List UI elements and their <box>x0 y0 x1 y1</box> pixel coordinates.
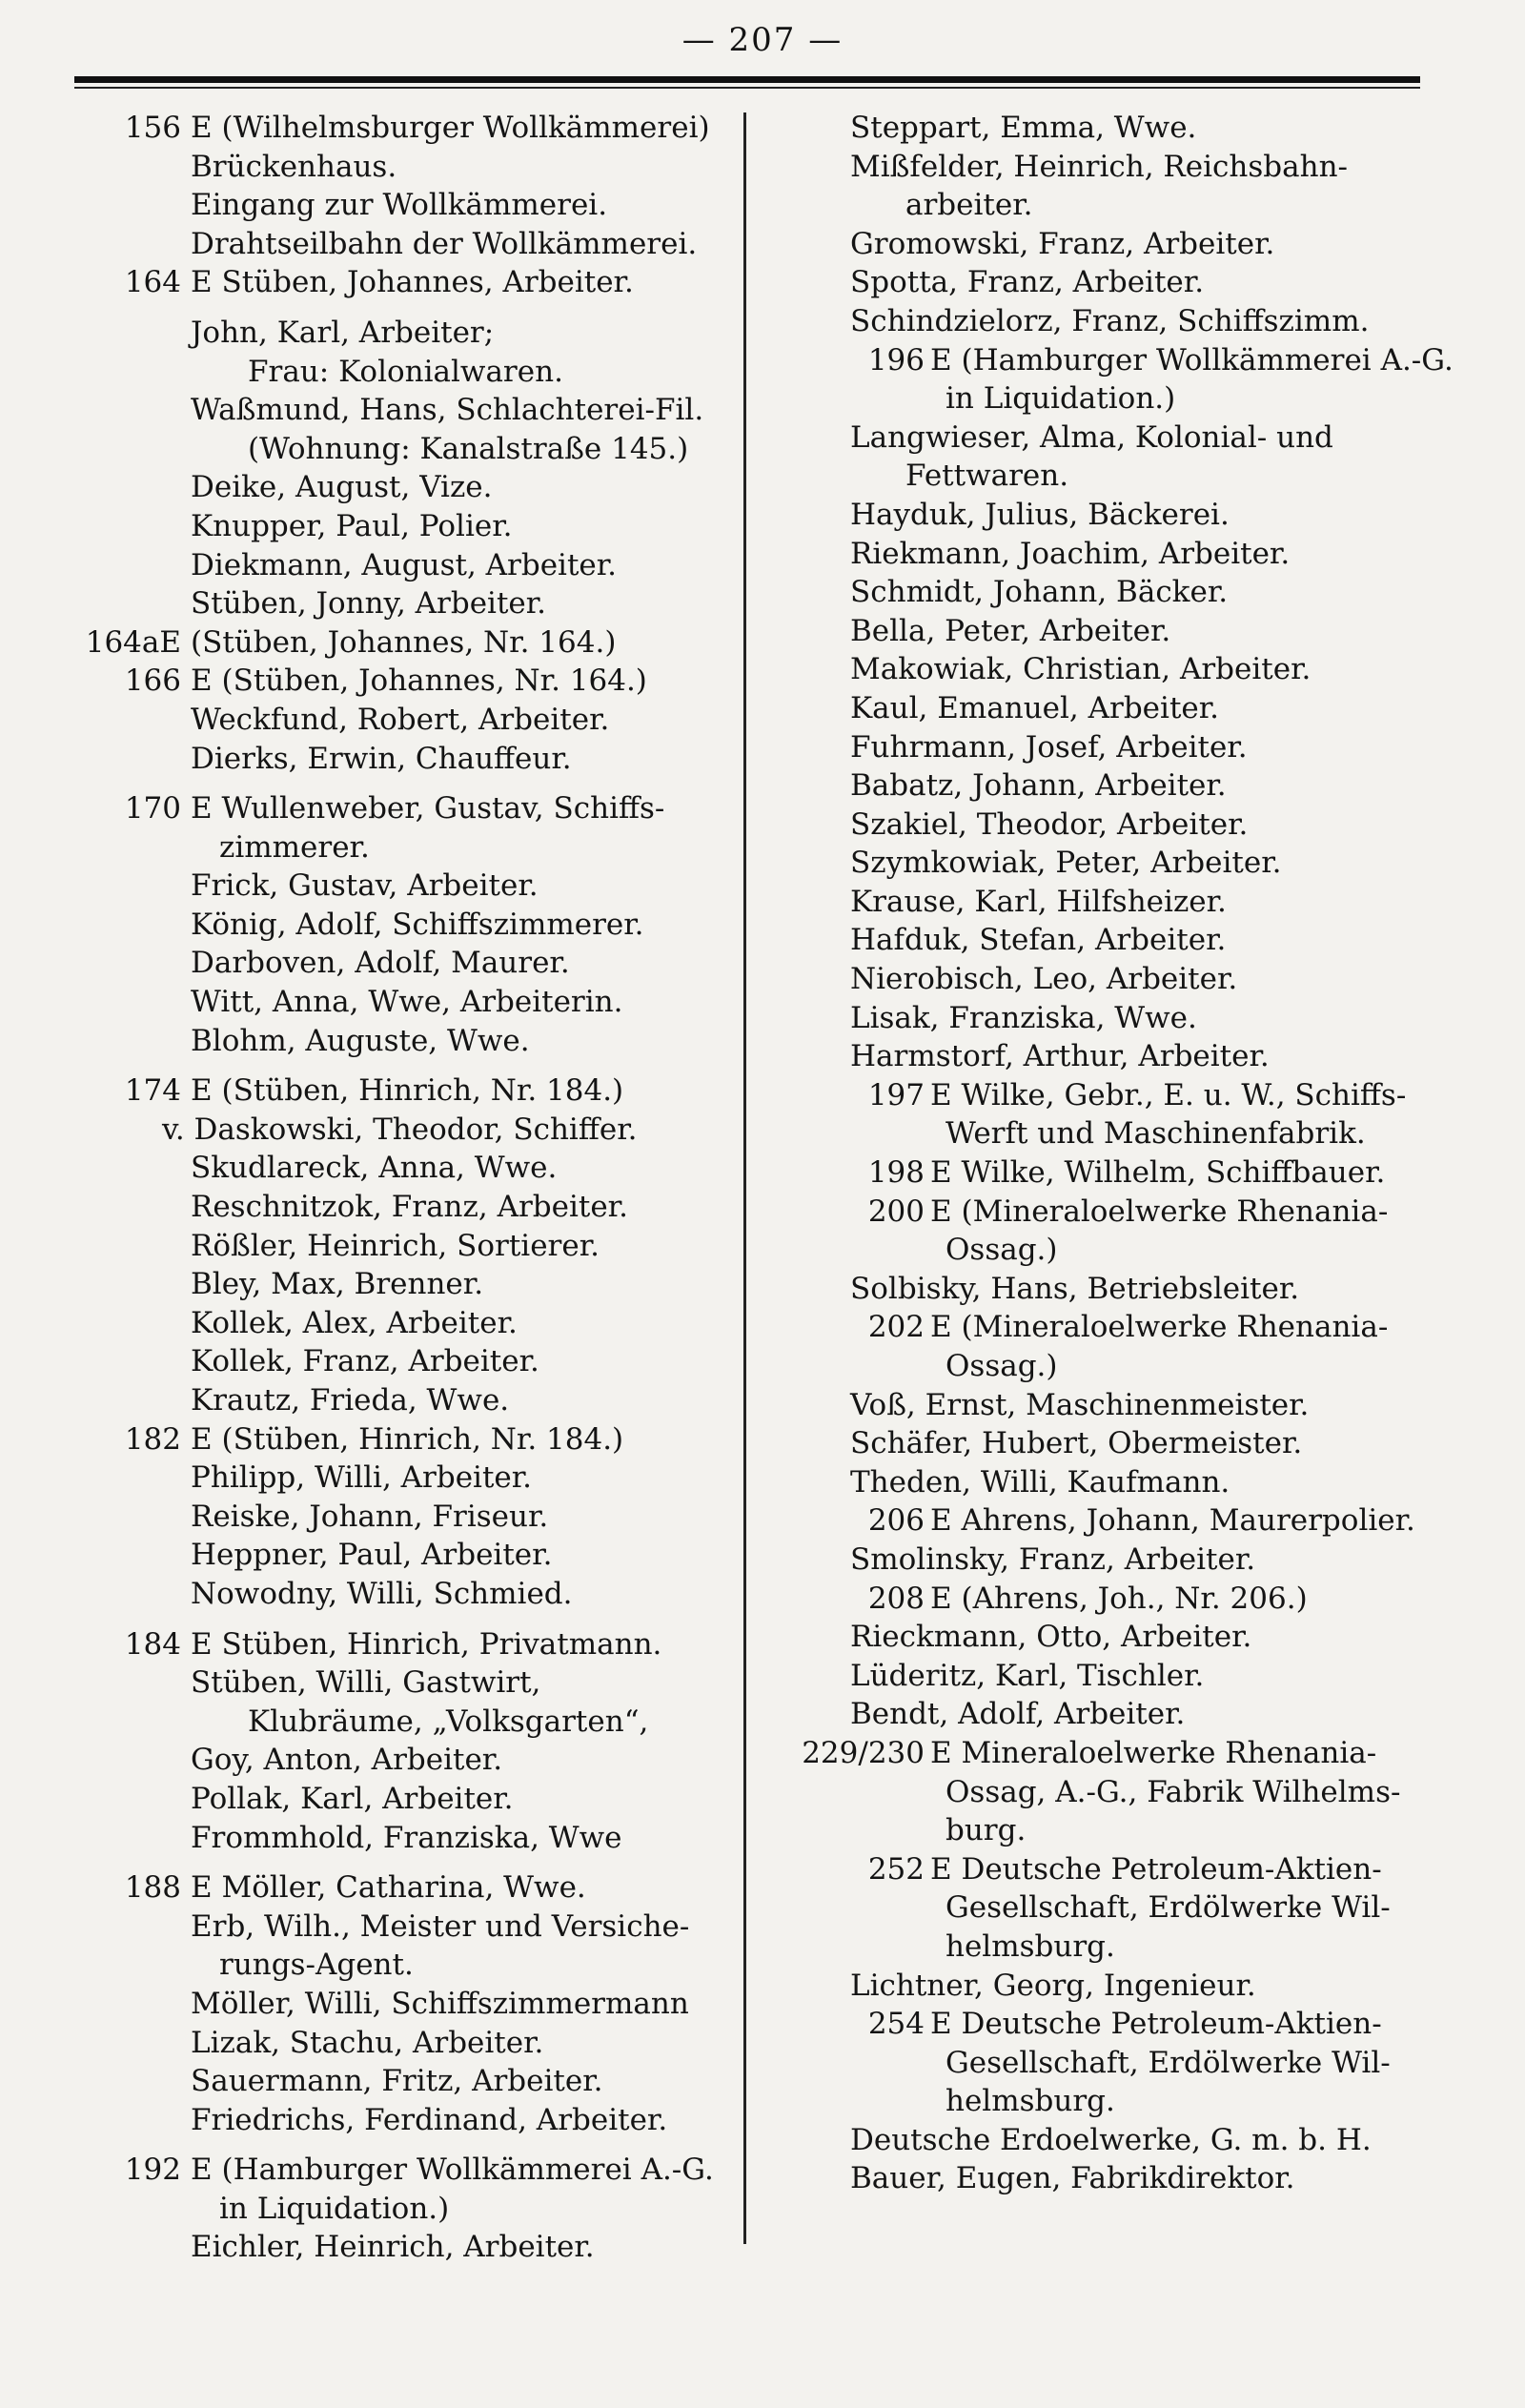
entry-text: Bendt, Adolf, Arbeiter. <box>850 1697 1186 1732</box>
entry-line <box>774 1928 1441 1967</box>
entry-line <box>774 1618 1441 1657</box>
entry-line <box>69 546 736 585</box>
entry-text: Gesellschaft, Erdölwerke Wil- <box>946 2045 1391 2080</box>
entry-text: E (Ahrens, Joh., Nr. 206.) <box>930 1581 1308 1616</box>
entry-line <box>69 186 736 225</box>
entry-line <box>69 430 736 469</box>
entry-line <box>774 2121 1441 2160</box>
entry-line <box>69 1265 736 1304</box>
entry-line <box>69 353 736 392</box>
house-number: 156 <box>124 111 181 145</box>
entry-text: Schmidt, Johann, Bäcker. <box>850 575 1229 610</box>
entry-line <box>774 1270 1441 1309</box>
entry-text: Möller, Willi, Schiffszimmermann <box>191 1986 689 2021</box>
entry-text: Harmstorf, Arthur, Arbeiter. <box>850 1039 1270 1074</box>
entry-line <box>774 1580 1441 1619</box>
entry-text: Makowiak, Christian, Arbeiter. <box>850 652 1312 687</box>
house-number: 197 <box>867 1077 925 1112</box>
entry-line <box>774 1541 1441 1580</box>
entry-line <box>774 341 1454 380</box>
entry-text: Diekmann, August, Arbeiter. <box>191 547 618 582</box>
entry-line <box>774 1773 1441 1812</box>
entry-line <box>69 1149 736 1188</box>
entry-text: (Wohnung: Kanalstraße 145.) <box>248 431 689 466</box>
entry-line <box>69 983 736 1022</box>
entry-line <box>69 1459 736 1498</box>
house-number: 174 <box>124 1073 181 1109</box>
entry-text: Nowodny, Willi, Schmied. <box>191 1576 573 1611</box>
entry-line <box>774 1657 1441 1696</box>
entry-line <box>69 1663 736 1703</box>
entry-text: Kollek, Franz, Arbeiter. <box>191 1344 539 1379</box>
entry-text: Riekmann, Joachim, Arbeiter. <box>850 536 1291 571</box>
entry-text: Bley, Max, Brenner. <box>191 1267 484 1302</box>
entry-text: in Liquidation.) <box>946 381 1176 417</box>
entry-text: Lisak, Franziska, Wwe. <box>850 1000 1197 1035</box>
house-number: 208 <box>867 1581 925 1616</box>
entry-text: Kollek, Alex, Arbeiter. <box>191 1305 518 1340</box>
entry-text: Reiske, Johann, Friseur. <box>191 1499 549 1534</box>
entry-line <box>774 2005 1441 2044</box>
entry-line <box>69 225 736 264</box>
entry-text: E Ahrens, Johann, Maurerpolier. <box>930 1503 1415 1539</box>
entry-text: Stüben, Jonny, Arbeiter. <box>191 586 547 622</box>
entry-line <box>69 1536 736 1575</box>
entry-text: v. Daskowski, Theodor, Schiffer. <box>162 1112 638 1147</box>
entry-line <box>774 1037 1441 1076</box>
house-number: 184 <box>124 1626 181 1662</box>
house-number: 164aE <box>85 624 181 660</box>
entry-text: arbeiter. <box>905 188 1033 223</box>
entry-text: Brückenhaus. <box>191 149 397 184</box>
entry-line <box>774 148 1441 187</box>
entry-text: helmsburg. <box>946 2084 1115 2119</box>
column-divider <box>743 112 746 2244</box>
entry-line <box>774 2082 1441 2121</box>
entry-line <box>774 1193 1441 1232</box>
entry-line <box>774 689 1441 728</box>
entry-line <box>69 2151 736 2190</box>
entry-line <box>69 1703 736 1742</box>
entry-text: E Wilke, Gebr., E. u. W., Schiffs- <box>930 1077 1407 1112</box>
entry-text: E Wullenweber, Gustav, Schiffs- <box>191 791 665 826</box>
entry-line <box>69 1780 736 1819</box>
entry-text: Lizak, Stachu, Arbeiter. <box>191 2025 544 2060</box>
entry-line <box>774 1850 1441 1889</box>
entry-text: Goy, Anton, Arbeiter. <box>191 1743 503 1778</box>
entry-text: Rieckmann, Otto, Arbeiter. <box>850 1620 1252 1655</box>
entry-line <box>69 1022 736 1061</box>
entry-line <box>774 1076 1441 1115</box>
entry-text: Nierobisch, Leo, Arbeiter. <box>850 962 1238 997</box>
header-rule-thin <box>74 87 1420 89</box>
entry-line <box>774 650 1441 689</box>
entry-line <box>69 1908 736 1947</box>
entry-text: E Stüben, Hinrich, Privatmann. <box>191 1626 662 1662</box>
entry-text: Eichler, Heinrich, Arbeiter. <box>191 2230 595 2265</box>
house-number: 188 <box>124 1870 181 1906</box>
entry-line <box>69 1227 736 1266</box>
entry-text: Sauermann, Fritz, Arbeiter. <box>191 2064 603 2099</box>
entry-text: König, Adolf, Schiffszimmerer. <box>191 907 644 942</box>
entry-line <box>774 1967 1441 2006</box>
entry-text: Blohm, Auguste, Wwe. <box>191 1023 530 1058</box>
entry-line <box>69 1381 736 1420</box>
entry-line <box>69 662 736 701</box>
entry-line <box>774 883 1441 922</box>
entry-line <box>774 302 1441 341</box>
entry-text: Gromowski, Franz, Arbeiter. <box>850 226 1275 261</box>
entry-line <box>774 535 1441 574</box>
entry-line <box>774 1114 1441 1153</box>
entry-line <box>69 701 736 740</box>
entry-text: Ossag.) <box>946 1349 1058 1383</box>
entry-line <box>69 1420 736 1459</box>
entry-line <box>774 418 1441 458</box>
entry-line <box>69 2228 736 2267</box>
entry-line <box>774 612 1441 651</box>
entry-line <box>774 844 1441 883</box>
house-number: 202 <box>867 1310 925 1345</box>
entry-line <box>69 828 736 867</box>
entry-text: Schindzielorz, Franz, Schiffszimm. <box>850 303 1370 338</box>
entry-line <box>69 2024 736 2063</box>
house-number: 252 <box>867 1851 925 1887</box>
entry-line <box>774 379 1441 418</box>
entry-line <box>774 1811 1441 1850</box>
entry-line <box>69 1342 736 1381</box>
entry-line <box>774 1734 1441 1773</box>
entry-text: Waßmund, Hans, Schlachterei-Fil. <box>191 393 704 428</box>
entry-line <box>69 507 736 546</box>
house-number: 196 <box>867 342 925 378</box>
entry-text: Ossag, A.-G., Fabrik Wilhelms- <box>946 1774 1401 1809</box>
house-number: 170 <box>124 791 181 826</box>
entry-text: Frick, Gustav, Arbeiter. <box>191 868 539 904</box>
house-number: 192 <box>124 2153 181 2188</box>
entry-line <box>774 806 1441 845</box>
house-number: 164 <box>124 265 181 300</box>
entry-text: Eingang zur Wollkämmerei. <box>191 188 608 223</box>
entry-line <box>69 2101 736 2140</box>
entry-line <box>774 921 1441 960</box>
right-column <box>774 109 1454 2198</box>
entry-line <box>69 1868 736 1908</box>
entry-line <box>774 2044 1441 2083</box>
entry-text: Dierks, Erwin, Chauffeur. <box>191 741 572 776</box>
entry-text: zimmerer. <box>219 829 370 865</box>
entry-line <box>69 314 736 353</box>
entry-text: Deutsche Erdoelwerke, G. m. b. H. <box>850 2122 1372 2157</box>
entry-text: E Mineraloelwerke Rhenania- <box>930 1735 1377 1770</box>
entry-line <box>774 263 1441 302</box>
entry-text: Szymkowiak, Peter, Arbeiter. <box>850 846 1282 881</box>
header-rule <box>74 76 1420 83</box>
entry-line <box>69 1625 736 1664</box>
entry-text: Kaul, Emanuel, Arbeiter. <box>850 690 1220 725</box>
entry-line <box>774 1386 1441 1425</box>
entry-text: E Wilke, Wilhelm, Schiffbauer. <box>930 1155 1386 1191</box>
entry-line <box>774 186 1441 225</box>
entry-line <box>69 944 736 983</box>
entry-line <box>774 1153 1441 1193</box>
entry-text: Lichtner, Georg, Ingenieur. <box>850 1968 1256 2003</box>
entry-line <box>69 1741 736 1780</box>
entry-line <box>69 1946 736 1985</box>
house-number: 198 <box>867 1155 925 1191</box>
entry-text: Frommhold, Franziska, Wwe <box>191 1820 622 1855</box>
entry-text: Philipp, Willi, Arbeiter. <box>191 1460 533 1496</box>
entry-text: E (Hamburger Wollkämmerei A.-G. <box>930 342 1454 378</box>
entry-text: E Deutsche Petroleum-Aktien- <box>930 2007 1382 2042</box>
entry-text: Reschnitzok, Franz, Arbeiter. <box>191 1190 628 1225</box>
entry-line <box>774 1231 1441 1270</box>
entry-text: Szakiel, Theodor, Arbeiter. <box>850 806 1249 842</box>
entry-line <box>69 1111 736 1150</box>
entry-line <box>69 789 736 828</box>
entry-line <box>774 2159 1441 2198</box>
entry-text: Babatz, Johann, Arbeiter. <box>850 768 1227 804</box>
entry-text: John, Karl, Arbeiter; <box>191 315 495 350</box>
entry-line <box>774 1888 1441 1928</box>
entry-text: Klubräume, „Volksgarten“, <box>248 1704 649 1739</box>
entry-text: Theden, Willi, Kaufmann. <box>850 1464 1230 1500</box>
entry-text: Skudlareck, Anna, Wwe. <box>191 1151 558 1186</box>
entry-line <box>69 623 736 663</box>
entry-line <box>774 1308 1441 1347</box>
entry-line <box>774 960 1441 999</box>
entry-text: Hafduk, Stefan, Arbeiter. <box>850 923 1227 958</box>
house-number: 206 <box>867 1503 925 1539</box>
entry-text: E (Wilhelmsburger Wollkämmerei) <box>191 111 710 145</box>
entry-text: in Liquidation.) <box>219 2191 450 2226</box>
entry-line <box>774 1424 1441 1463</box>
entry-text: E Möller, Catharina, Wwe. <box>191 1870 586 1906</box>
entry-text: Knupper, Paul, Polier. <box>191 508 513 543</box>
entry-text: rungs-Agent. <box>219 1948 414 1983</box>
page-number: — 207 — <box>681 21 844 59</box>
entry-text: Gesellschaft, Erdölwerke Wil- <box>946 1890 1391 1926</box>
entry-text: E (Stüben, Hinrich, Nr. 184.) <box>191 1421 624 1457</box>
entry-text: Ossag.) <box>946 1233 1058 1268</box>
entry-line <box>69 1304 736 1343</box>
entry-text: Werft und Maschinenfabrik. <box>946 1116 1366 1152</box>
entry-text: Erb, Wilh., Meister und Versiche- <box>191 1908 690 1944</box>
entry-line <box>69 867 736 906</box>
entry-text: E Stüben, Johannes, Arbeiter. <box>191 265 634 300</box>
entry-line <box>69 1575 736 1614</box>
entry-text: E (Stüben, Hinrich, Nr. 184.) <box>191 1073 624 1109</box>
entry-text: E Deutsche Petroleum-Aktien- <box>930 1851 1382 1887</box>
entry-line <box>774 457 1441 496</box>
entry-text: E (Hamburger Wollkämmerei A.-G. <box>191 2153 714 2188</box>
entry-line <box>69 1188 736 1227</box>
entry-text: Bella, Peter, Arbeiter. <box>850 613 1171 648</box>
entry-text: Krautz, Frieda, Wwe. <box>191 1383 510 1418</box>
entry-text: Steppart, Emma, Wwe. <box>850 111 1197 145</box>
entry-text: Mißfelder, Heinrich, Reichsbahn- <box>850 149 1349 184</box>
entry-line <box>774 496 1441 535</box>
entry-line <box>69 148 736 187</box>
entry-text: Lüderitz, Karl, Tischler. <box>850 1658 1205 1693</box>
entry-text: Deike, August, Vize. <box>191 470 493 505</box>
entry-line <box>69 391 736 430</box>
entry-line <box>774 573 1441 612</box>
entry-line <box>69 584 736 623</box>
entry-line <box>774 1463 1441 1502</box>
entry-line <box>774 109 1441 148</box>
entry-line <box>69 740 736 779</box>
entry-line <box>774 1347 1441 1386</box>
entry-text: Schäfer, Hubert, Obermeister. <box>850 1426 1303 1461</box>
entry-line <box>774 225 1441 264</box>
entry-line <box>774 1501 1441 1541</box>
house-number: 254 <box>867 2007 925 2042</box>
entry-text: Witt, Anna, Wwe, Arbeiterin. <box>191 985 623 1020</box>
entry-line <box>69 1498 736 1537</box>
entry-text: Solbisky, Hans, Betriebsleiter. <box>850 1271 1300 1306</box>
entry-line <box>69 468 736 507</box>
house-number: 200 <box>867 1194 925 1229</box>
entry-line <box>69 1071 736 1111</box>
entry-text: E (Mineraloelwerke Rhenania- <box>930 1194 1389 1229</box>
entry-text: Stüben, Willi, Gastwirt, <box>191 1665 541 1701</box>
house-number: 229/230 <box>802 1735 925 1770</box>
entry-line <box>69 2190 736 2229</box>
entry-text: Heppner, Paul, Arbeiter. <box>191 1538 553 1573</box>
entry-text: Rößler, Heinrich, Sortierer. <box>191 1228 600 1263</box>
entry-line <box>774 728 1441 767</box>
entry-text: burg. <box>946 1813 1027 1848</box>
entry-line <box>774 766 1441 806</box>
entry-line <box>774 1695 1441 1734</box>
entry-text: Krause, Karl, Hilfsheizer. <box>850 884 1227 919</box>
entry-text: Pollak, Karl, Arbeiter. <box>191 1781 514 1816</box>
entry-text: Frau: Kolonialwaren. <box>248 354 563 389</box>
entry-text: E (Stüben, Johannes, Nr. 164.) <box>191 663 647 699</box>
entry-text: (Stüben, Johannes, Nr. 164.) <box>191 624 617 660</box>
entry-text: Hayduk, Julius, Bäckerei. <box>850 497 1230 532</box>
entry-text: E (Mineraloelwerke Rhenania- <box>930 1310 1389 1345</box>
entry-line <box>69 109 736 148</box>
house-number: 166 <box>124 663 181 699</box>
entry-line <box>774 999 1441 1038</box>
entry-text: Darboven, Adolf, Maurer. <box>191 946 570 981</box>
entry-line <box>69 2062 736 2101</box>
entry-text: Voß, Ernst, Maschinenmeister. <box>850 1387 1310 1422</box>
entry-text: Friedrichs, Ferdinand, Arbeiter. <box>191 2102 668 2137</box>
entry-text: Drahtseilbahn der Wollkämmerei. <box>191 226 698 261</box>
entry-text: Bauer, Eugen, Fabrikdirektor. <box>850 2161 1295 2196</box>
left-column <box>69 109 736 2267</box>
house-number: 182 <box>124 1421 181 1457</box>
entry-text: Smolinsky, Franz, Arbeiter. <box>850 1541 1256 1577</box>
entry-text: helmsburg. <box>946 1928 1115 1964</box>
entry-text: Weckfund, Robert, Arbeiter. <box>191 702 610 737</box>
entry-text: Langwieser, Alma, Kolonial- und <box>850 419 1333 455</box>
entry-text: Fettwaren. <box>905 459 1069 494</box>
entry-line <box>69 1985 736 2024</box>
entry-line <box>69 906 736 945</box>
entry-text: Spotta, Franz, Arbeiter. <box>850 265 1205 300</box>
entry-text: Fuhrmann, Josef, Arbeiter. <box>850 729 1248 765</box>
entry-line <box>69 1819 736 1858</box>
entry-line <box>69 263 736 302</box>
